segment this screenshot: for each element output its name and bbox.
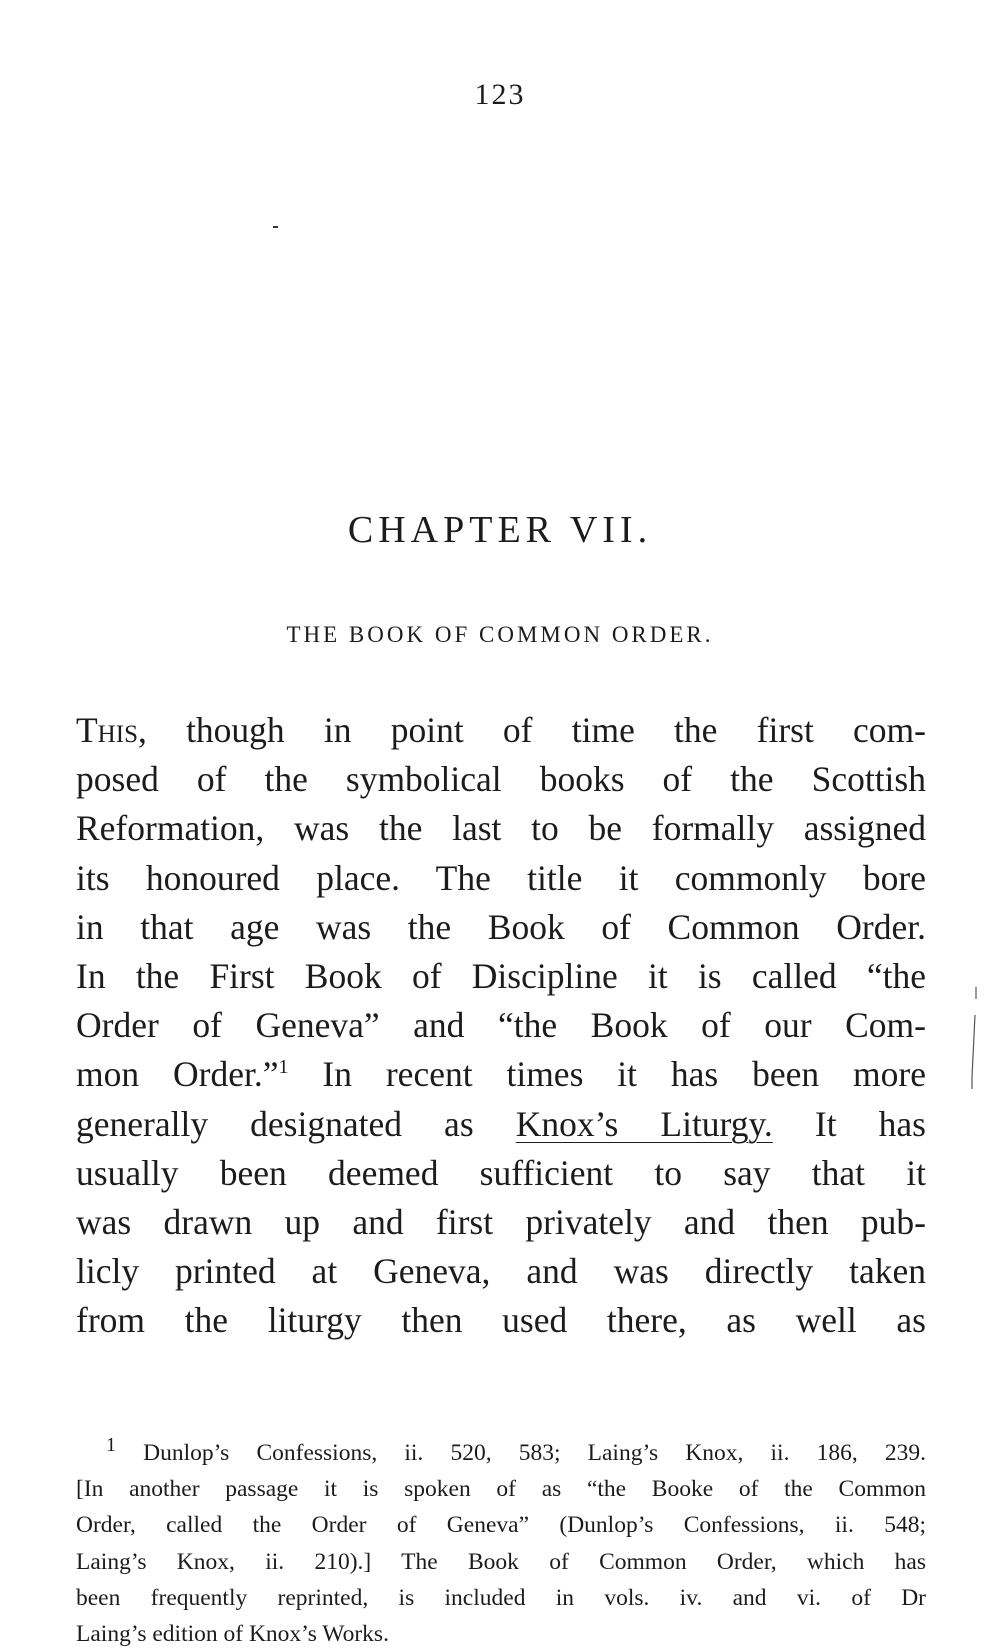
footnote-line-1 (76, 1435, 926, 1471)
body-line-9 (76, 1100, 926, 1149)
body-line-5: in that age was the Book of Common Order. (76, 906, 926, 947)
footnote-line-2: [In another passage it is spoken of as “the Booke of the Common (76, 1476, 926, 1503)
body-line-8-start: mon Order.” (76, 1054, 279, 1095)
stray-ink-mark (273, 226, 278, 228)
body-line-9-start: generally designated as (76, 1103, 516, 1144)
underlined-phrase: Knox’s Liturgy. (515, 1103, 773, 1144)
body-line-1-rest: , though in point of time the first com- (137, 710, 926, 750)
footnote-marker: 1 (106, 1434, 116, 1457)
page-number: 123 (474, 78, 526, 111)
footnote-line-3: Order, called the Order of Geneva” (Dunlop’s Confessions, ii. 548; (76, 1512, 926, 1539)
body-line-11: was drawn up and first privately and then pub- (76, 1201, 926, 1242)
body-line-4: its honoured place. The title it commonly bore (76, 857, 926, 898)
body-line-7: Order of Geneva” and “the Book of our Com- (76, 1005, 926, 1046)
footnote-line-6: Laing’s edition of Knox’s Works. (76, 1620, 389, 1647)
footnote-line-1-text: Dunlop’s Confessions, ii. 520, 583; Laing’s Knox, ii. 186, 239. (116, 1440, 926, 1466)
body-line-8-end: In recent times it has been more (288, 1054, 926, 1095)
body-line-8 (76, 1050, 926, 1099)
body-line-1 (76, 706, 926, 755)
chapter-subtitle: THE BOOK OF COMMON ORDER. (286, 622, 714, 647)
chapter-title: CHAPTER VII. (347, 509, 653, 551)
body-line-10: usually been deemed sufficient to say that it (76, 1152, 926, 1193)
footnote-reference[interactable]: 1 (278, 1056, 289, 1079)
footnote-line-5: been frequently reprinted, is included in vols. iv. and vi. of Dr (76, 1584, 926, 1611)
drop-word: This (76, 710, 138, 750)
footnotes (76, 1435, 926, 1652)
body-line-13: from the liturgy then used there, as well as (76, 1300, 926, 1341)
body-line-3: Reformation, was the last to be formally assigned (76, 808, 926, 849)
margin-pencil-mark (970, 985, 980, 1095)
body-line-2: posed of the symbolical books of the Scottish (76, 759, 926, 800)
body-line-6: In the First Book of Discipline it is called “the (76, 955, 926, 996)
body-line-12: licly printed at Geneva, and was directly taken (76, 1251, 926, 1292)
footnote-line-4: Laing’s Knox, ii. 210).] The Book of Common Order, which has (76, 1548, 926, 1575)
body-text (76, 706, 926, 1345)
body-line-9-end: It has (772, 1103, 927, 1144)
